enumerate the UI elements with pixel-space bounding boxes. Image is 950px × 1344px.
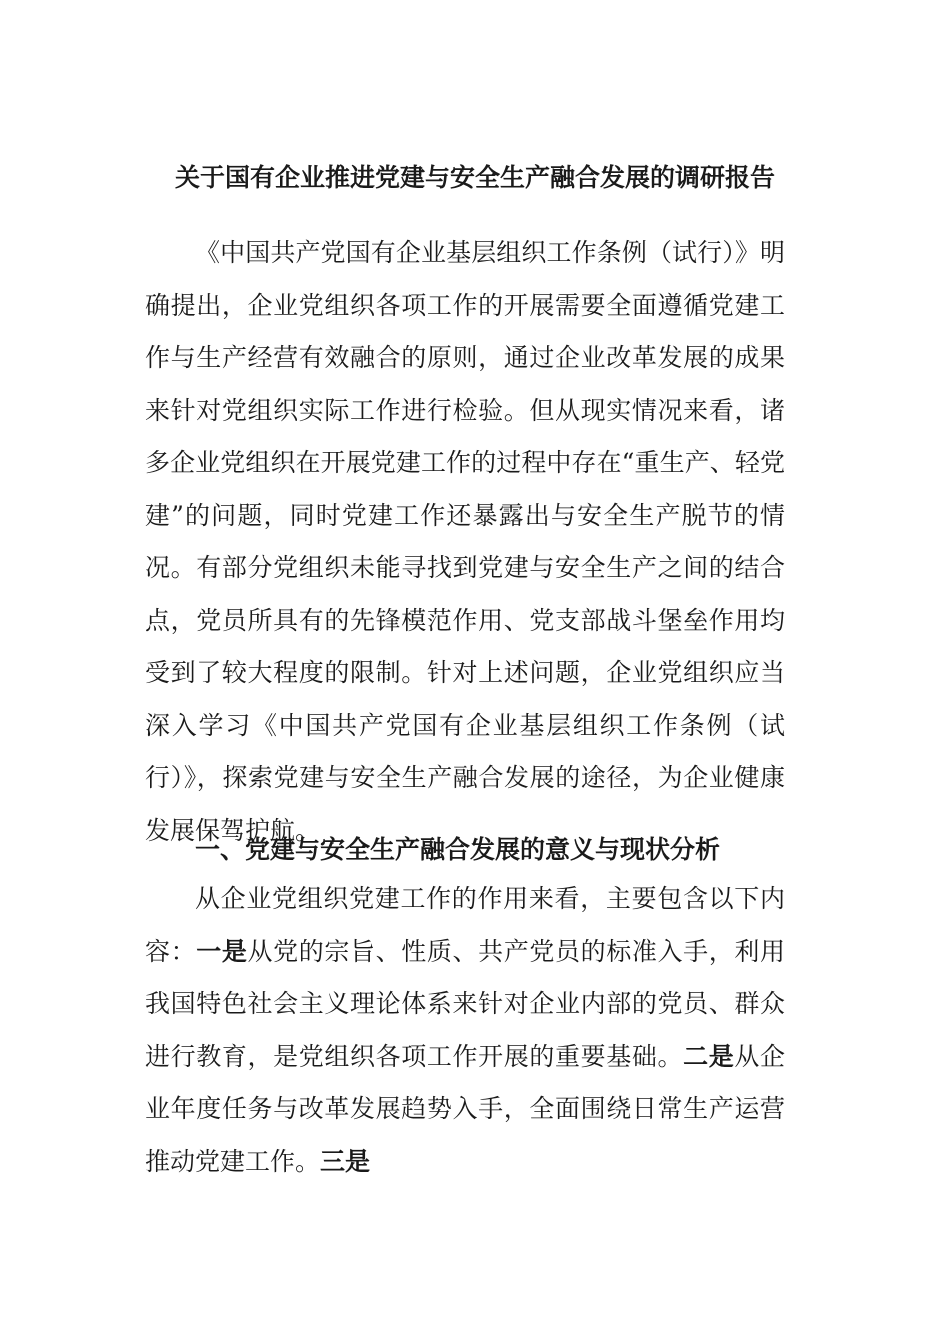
- section-heading-1: 一、党建与安全生产融合发展的意义与现状分析: [195, 835, 721, 864]
- lead-label-1: 一是: [196, 936, 248, 966]
- section-1-text-b: 从党的宗旨、性质、共产党员的标准入手，利用我国特色社会主义理论体系来针对企业内部的党员、群众进行教育，是党组织各项工作开展的重要基础。: [145, 936, 785, 1071]
- lead-label-2: 二是: [683, 1041, 735, 1071]
- section-1-paragraph: [145, 873, 785, 1188]
- document-title: 关于国有企业推进党建与安全生产融合发展的调研报告: [174, 163, 775, 192]
- intro-paragraph: 《中国共产党国有企业基层组织工作条例（试行）》明确提出，企业党组织各项工作的开展需要全面遵循党建工作与生产经营有效融合的原则，通过企业改革发展的成果来针对党组织实际工作进行检验。但从现实情况来看，诸多企业党组织在开展党建工作的过程中存在“重生产、轻党建”的问题，同时党建工作还暴露出与安全生产脱节的情况。有部分党组织未能寻找到党建与安全生产之间的结合点，党员所具有的先锋模范作用、党支部战斗堡垒作用均受到了较大程度的限制。针对上述问题，企业党组织应当深入学习《中国共产党国有企业基层组织工作条例（试行）》，探索党建与安全生产融合发展的途径，为企业健康发展保驾护航。: [145, 238, 785, 845]
- lead-label-3: 三是: [320, 1146, 371, 1176]
- section-1-text-c: 从企业年度任务与改革发展趋势入手，全面围绕日常生产运营推动党建工作。: [145, 1041, 785, 1176]
- section-1-text-a: 从企业党组织党建工作的作用来看，主要包含以下内容：: [145, 884, 785, 966]
